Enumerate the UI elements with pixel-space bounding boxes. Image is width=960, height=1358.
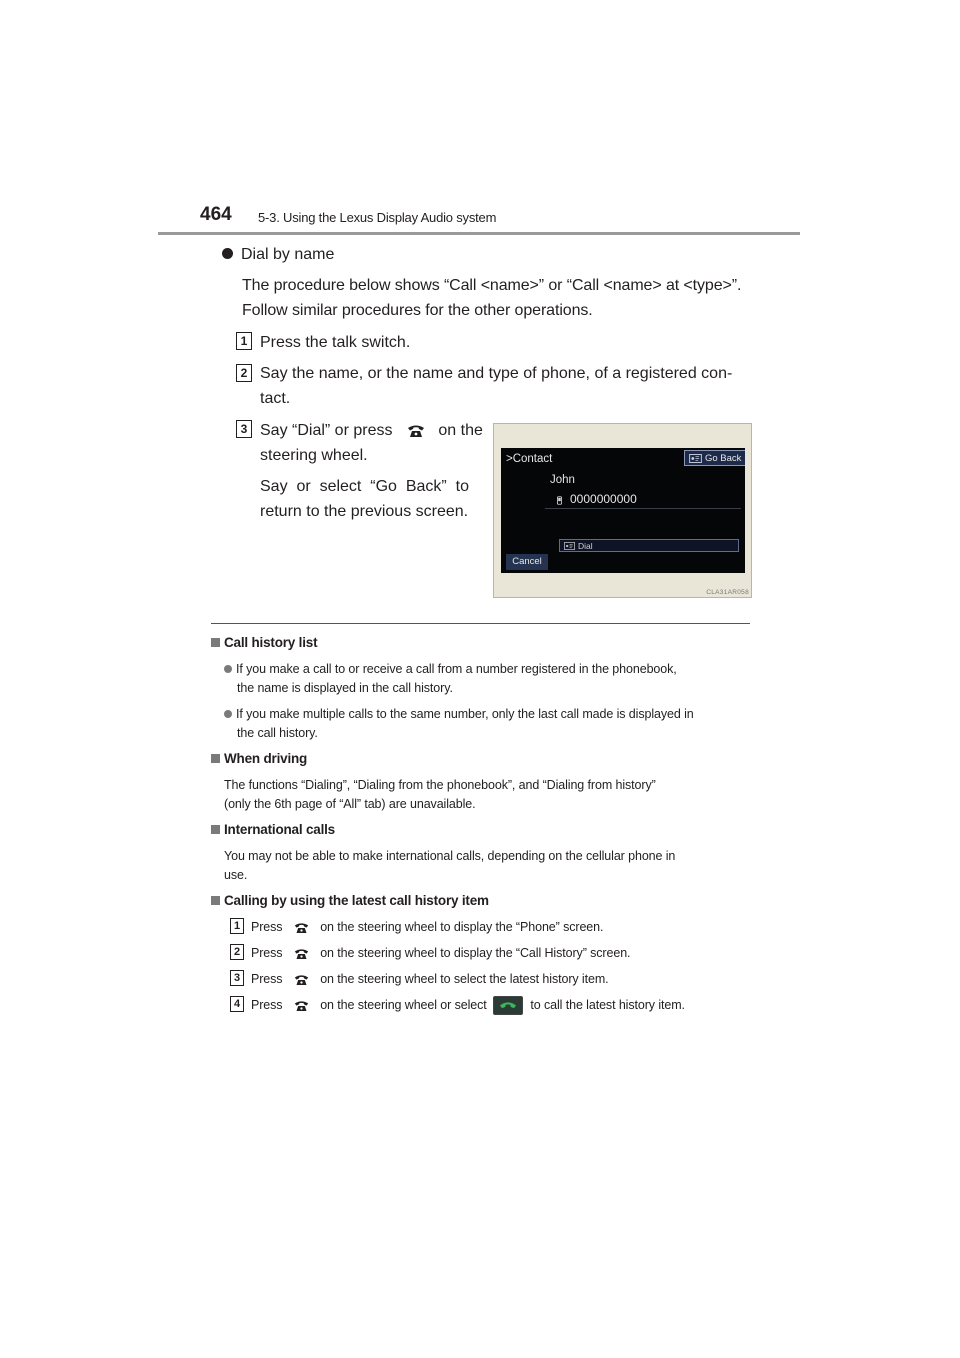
history-step-number-4: 4 [230,996,244,1012]
page-number: 464 [200,204,232,225]
step-3-line1 [260,418,482,443]
square-bullet-icon [211,825,220,834]
note-international-title [211,822,335,837]
note-call-history-bullet-1 [224,660,677,679]
step-3-sub1: Say or select “Go Back” to [260,478,469,495]
step-number-1: 1 [236,332,252,350]
history-step-number-3: 3 [230,970,244,986]
note-title-text: International calls [224,822,335,837]
history-step-number-2: 2 [230,944,244,960]
separator-line [545,508,741,509]
go-back-label: Go Back [705,453,742,464]
bullet-1-line2: the name is displayed in the call history. [237,681,453,695]
step-3-sub2: return to the previous screen. [260,503,469,520]
dial-label: Dial [578,541,593,551]
note-call-history-bullet-2 [224,705,694,724]
mobile-phone-icon [557,496,562,505]
press-label: Press [251,998,283,1012]
history-step-4 [251,996,685,1015]
phone-switch-icon [294,922,309,934]
international-line2: use. [224,868,248,882]
when-driving-line1: The functions “Dialing”, “Dialing from the phonebook”, and “Dialing from history” [224,778,656,792]
history-step-1 [251,918,603,937]
bullet-1-line1: If you make a call to or receive a call from a number registered in the phonebook, [236,662,677,676]
press-label: Press [251,920,283,934]
dial-by-name-heading [222,242,334,267]
note-title-text: When driving [224,751,308,766]
section-title: 5-3. Using the Lexus Display Audio system [258,210,497,225]
bullet-icon [224,665,232,673]
press-label: Press [251,946,283,960]
figure-id: CLA31AR058 [706,589,749,596]
when-driving-line2: (only the 6th page of “All” tab) are unavailable. [224,797,476,811]
history-step-3-text: on the steering wheel to select the latest history item. [320,972,609,986]
phone-switch-icon [294,948,309,960]
note-title-text: Call history list [224,635,318,650]
history-step-number-1: 1 [230,918,244,934]
green-phone-icon [499,1000,517,1011]
phone-switch-icon [294,974,309,986]
note-call-history-title [211,635,317,650]
square-bullet-icon [211,896,220,905]
press-label: Press [251,972,283,986]
step-1-text: Press the talk switch. [260,334,411,351]
cancel-button[interactable]: Cancel [506,554,548,570]
history-step-3 [251,970,609,989]
bullet-2-line1: If you make multiple calls to the same number, only the last call made is displayed in [236,707,694,721]
step-3-say: Say “Dial” or press [260,422,393,439]
go-back-button[interactable] [684,450,745,466]
step-3-on-the: on the [438,422,483,439]
header-rule [158,232,800,235]
intro-line2: Follow similar procedures for the other operations. [242,302,593,319]
bullet-icon [222,248,233,259]
bullet-icon [224,710,232,718]
square-bullet-icon [211,754,220,763]
international-line1: You may not be able to make international calls, depending on the cellular phone in [224,849,676,863]
step-2-line2: tact. [260,390,291,407]
phone-switch-icon [407,424,425,438]
voice-icon [689,454,702,463]
contact-screen-figure [493,423,752,598]
note-latest-history-title [211,893,489,908]
call-button [493,996,523,1015]
square-bullet-icon [211,638,220,647]
display-screen [501,448,745,573]
step-2-line1: Say the name, or the name and type of phone, of a registered con- [260,365,733,382]
step-number-3: 3 [236,420,252,438]
dial-button[interactable] [559,539,739,552]
step-number-2: 2 [236,364,252,382]
phone-switch-icon [294,1000,309,1012]
heading-text: Dial by name [241,246,335,263]
history-step-2 [251,944,630,963]
intro-line1: The procedure below shows “Call <name>” or “Call <name> at <type>”. [242,277,742,294]
note-when-driving-title [211,751,307,766]
step-3-steering: steering wheel. [260,447,368,464]
history-step-2-text: on the steering wheel to display the “Call History” screen. [320,946,631,960]
contact-title: >Contact [506,453,553,465]
note-title-text: Calling by using the latest call history item [224,893,489,908]
contact-name: John [550,474,575,486]
history-step-4-tail: to call the latest history item. [530,998,685,1012]
voice-icon [564,542,575,550]
bullet-2-line2: the call history. [237,726,318,740]
notes-divider [211,623,750,624]
contact-number[interactable]: 0000000000 [570,492,637,506]
history-step-1-text: on the steering wheel to display the “Phone” screen. [320,920,604,934]
history-step-4-text: on the steering wheel or select [320,998,487,1012]
